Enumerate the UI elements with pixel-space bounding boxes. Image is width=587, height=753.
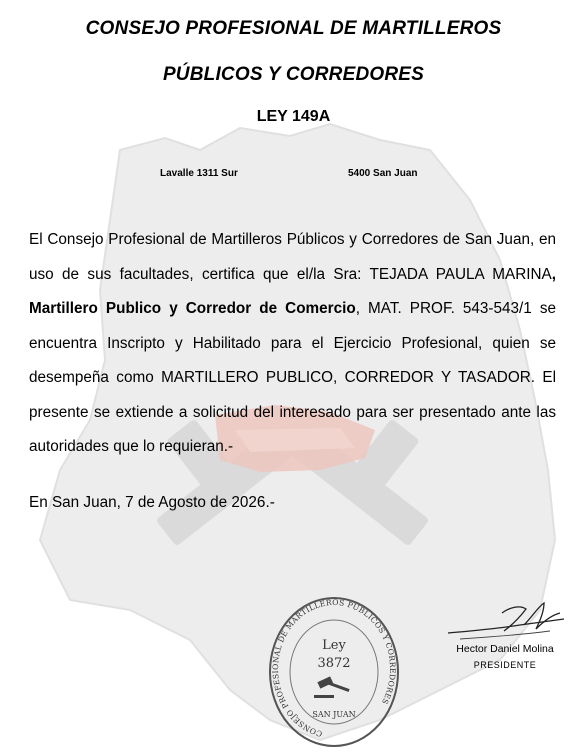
certification-text-end: , MAT. PROF. 543-543/1 se encuentra Inscripto y Habilitado para el Ejercicio Profesional, quien se desempeña como MARTILLERO PUBLICO, CORREDOR Y TASADOR. El presente se extiende a solicitud del interesado para ser presentado ante las autoridades que lo requieran.- — [29, 300, 557, 455]
seal-law-label: Ley — [322, 638, 346, 653]
certification-paragraph — [29, 223, 556, 465]
address-street: Lavalle 1311 Sur — [160, 168, 238, 179]
seal-law-number: 3872 — [317, 656, 351, 671]
certification-comma: , — [551, 265, 556, 283]
council-title-line1: CONSEJO PROFESIONAL DE MARTILLEROS — [85, 18, 502, 39]
seal-city: SAN JUAN — [312, 710, 356, 719]
signatory-name: Hector Daniel Molina — [456, 643, 554, 655]
date-line: En San Juan, 7 de Agosto de 2026.- — [29, 494, 275, 511]
address-city: 5400 San Juan — [348, 168, 418, 179]
seal-gavel-icon — [314, 676, 350, 698]
council-title-line2: PÚBLICOS Y CORREDORES — [162, 64, 425, 85]
official-seal — [268, 595, 400, 750]
law-number: LEY 149A — [256, 108, 331, 125]
certification-text-start: El Consejo Profesional de Martilleros Públicos y Corredores de San Juan, en uso de sus facultades, certifica que el/la Sra: TEJADA PAULA MARINA — [29, 231, 556, 283]
seal-ring-text: CONSEJO PROFESIONAL DE MARTILLEROS PUBLICOS Y CORREDORES — [270, 597, 398, 739]
signature-image — [440, 595, 570, 645]
signatory-role: PRESIDENTE — [473, 660, 537, 670]
profession-title: Martillero Publico y Corredor de Comercio — [29, 300, 356, 317]
